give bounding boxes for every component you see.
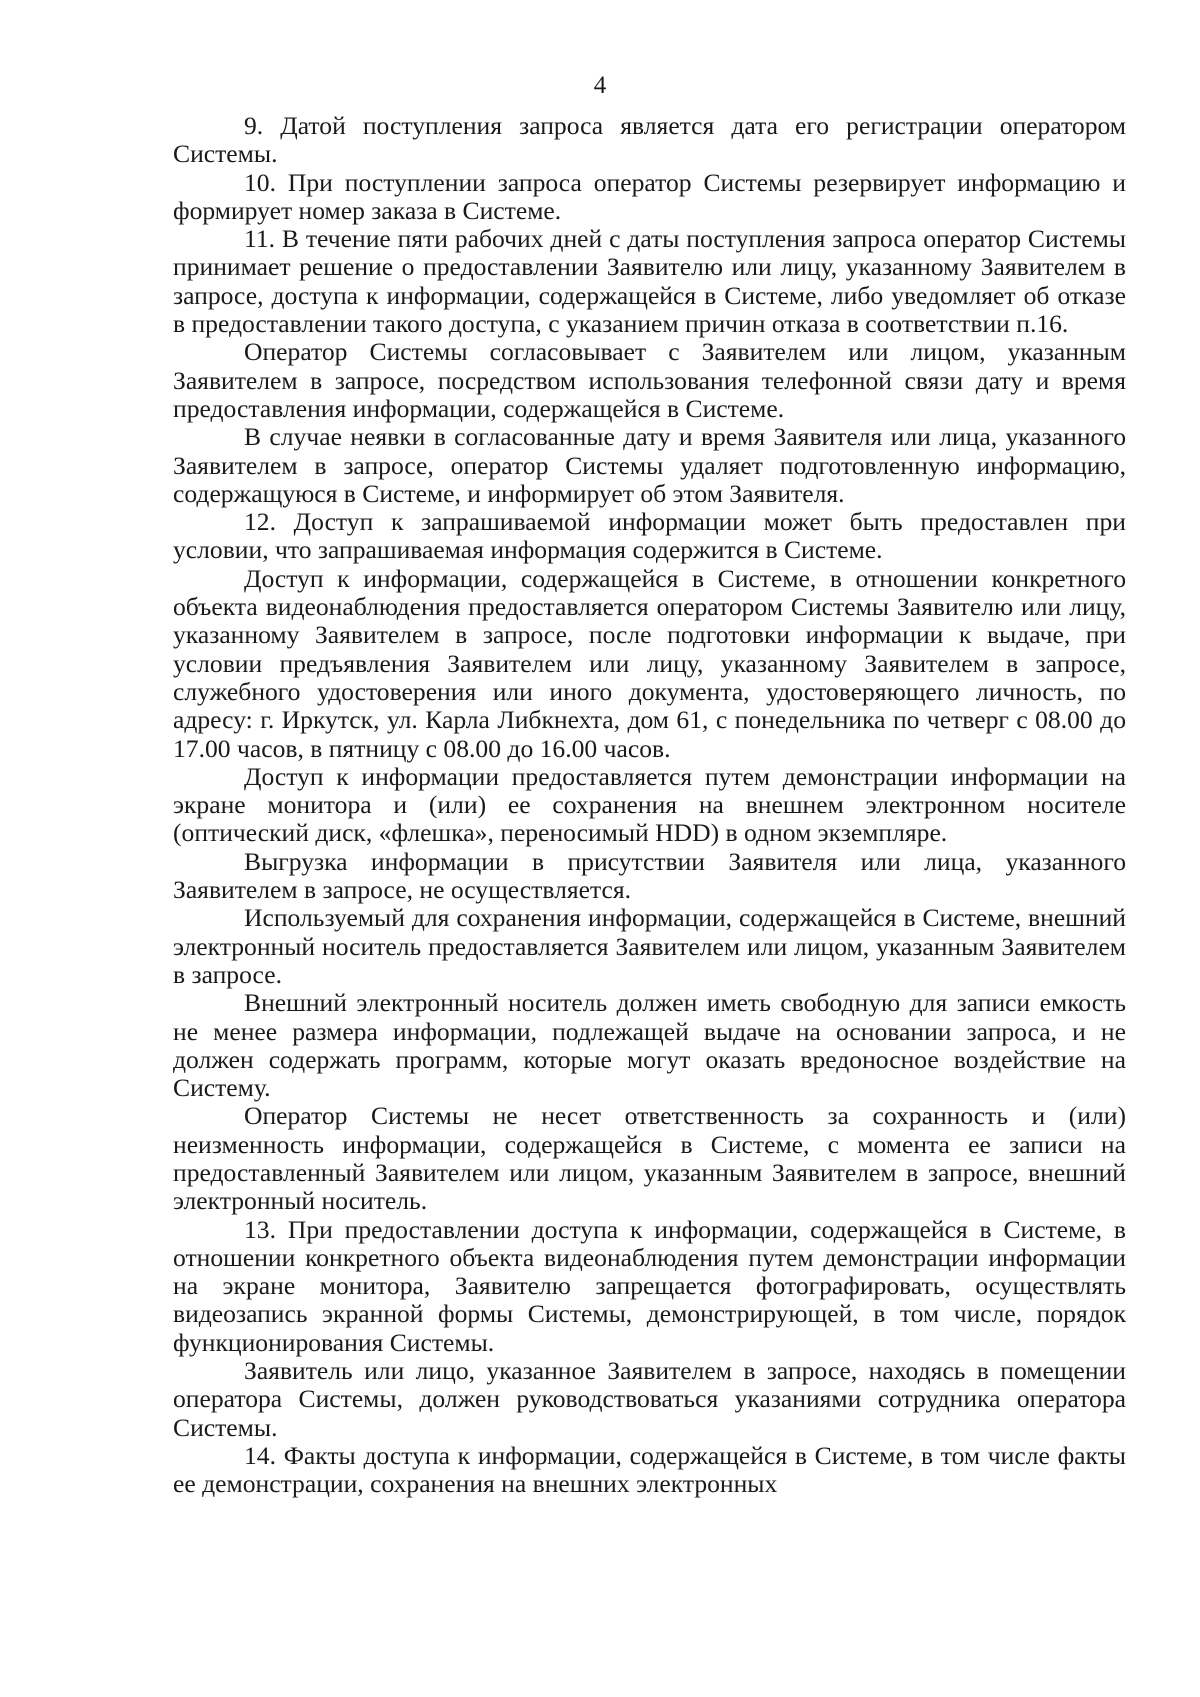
- paragraph-13-instructions: Заявитель или лицо, указанное Заявителем в запросе, находясь в помещении оператора Системы, должен руководствоваться указаниями сотрудника оператора Системы.: [173, 1356, 1126, 1442]
- paragraph-12: 12. Доступ к запрашиваемой информации может быть предоставлен при условии, что запрашиваемая информация содержится в Системе.: [173, 507, 1126, 565]
- paragraph-12-storage-media: Используемый для сохранения информации, содержащейся в Системе, внешний электронный носитель предоставляется Заявителем или лицом, указанным Заявителем в запросе.: [173, 903, 1126, 989]
- paragraph-12-access-conditions: Доступ к информации, содержащейся в Системе, в отношении конкретного объекта видеонаблюдения предоставляется оператором Системы Заявителю или лицу, указанному Заявителем в запросе, после подготовки информации к выдаче, при условии предъявления Заявителем или лицу, указанному Заявителем в запросе, служебного удостоверения или иного документа, удостоверяющего личность, по адресу: г. Иркутск, ул. Карла Либкнехта, дом 61, с понедельника по четверг с 08.00 до 17.00 часов, в пятницу с 08.00 до 16.00 часов.: [173, 563, 1126, 763]
- paragraph-11-no-show: В случае неявки в согласованные дату и время Заявителя или лица, указанного Заявителем в запросе, оператор Системы удаляет подготовленную информацию, содержащуюся в Системе, и информирует об этом Заявителя.: [173, 422, 1126, 508]
- page-number: 4: [593, 72, 607, 99]
- paragraph-12-access-methods: Доступ к информации предоставляется путем демонстрации информации на экране монитора и (или) ее сохранения на внешнем электронном носителе (оптический диск, «флешка», переносимый HDD) в одном экземпляре.: [173, 761, 1126, 848]
- paragraph-12-liability: Оператор Системы не несет ответственность за сохранность и (или) неизменность информации, содержащейся в Системе, с момента ее записи на предоставленный Заявителем или лицом, указанным Заявителем в запросе, внешний электронный носитель.: [173, 1101, 1126, 1216]
- paragraph-12-export: Выгрузка информации в присутствии Заявителя или лица, указанного Заявителем в запросе, не осуществляется.: [173, 846, 1126, 905]
- document-body: [173, 112, 1126, 1499]
- paragraph-13: 13. При предоставлении доступа к информации, содержащейся в Системе, в отношении конкретного объекта видеонаблюдения путем демонстрации информации на экране монитора, Заявителю запрещается фотографировать, осуществлять видеозапись экранной формы Системы, демонстрирующей, в том числе, порядок функционирования Системы.: [173, 1214, 1126, 1357]
- paragraph-14: 14. Факты доступа к информации, содержащейся в Системе, в том числе факты ее демонстрации, сохранения на внешних электронных: [173, 1440, 1126, 1499]
- paragraph-11: 11. В течение пяти рабочих дней с даты поступления запроса оператор Системы принимает решение о предоставлении Заявителю или лицу, указанному Заявителем в запросе, доступа к информации, содержащейся в Системе, либо уведомляет об отказе в предоставлении такого доступа, с указанием причин отказа в соответствии п.16.: [173, 224, 1126, 339]
- paragraph-9: 9. Датой поступления запроса является дата его регистрации оператором Системы.: [173, 111, 1126, 169]
- paragraph-12-media-requirements: Внешний электронный носитель должен иметь свободную для записи емкость не менее размера информации, подлежащей выдаче на основании запроса, и не должен содержать программ, которые могут оказать вредоносное воздействие на Систему.: [173, 988, 1126, 1103]
- paragraph-11-agreement: Оператор Системы согласовывает с Заявителем или лицом, указанным Заявителем в запросе, посредством использования телефонной связи дату и время предоставления информации, содержащейся в Системе.: [173, 337, 1126, 423]
- paragraph-10: 10. При поступлении запроса оператор Системы резервирует информацию и формирует номер заказа в Системе.: [173, 167, 1126, 225]
